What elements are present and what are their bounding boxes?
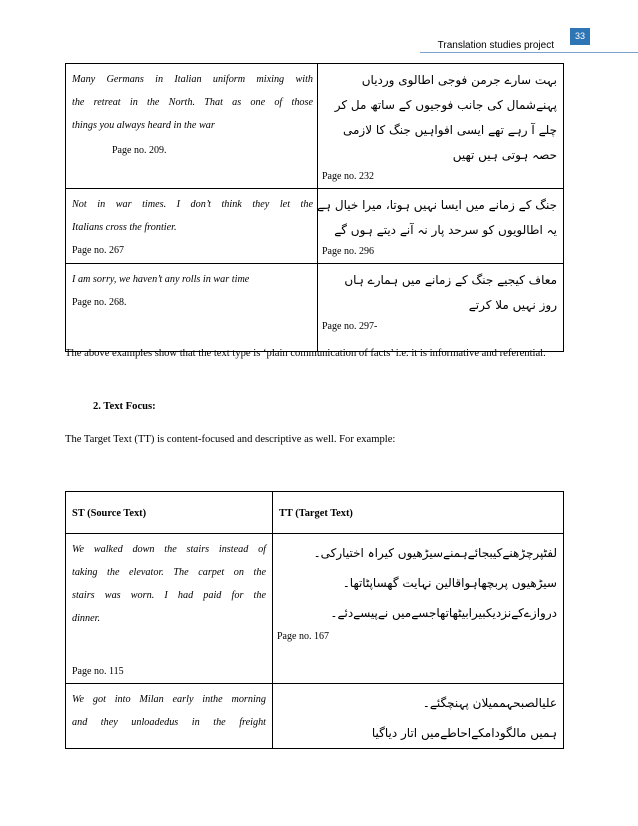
table-row: [66, 264, 564, 352]
english-page-ref: Page no. 268.: [72, 297, 127, 308]
english-line: I am sorry, we haven’t any rolls in war time: [72, 274, 250, 285]
english-line: Italians cross the frontier.: [72, 222, 177, 233]
urdu-page-ref: Page no. 296: [322, 246, 374, 257]
english-line: taking the elevator. The carpet on the: [72, 567, 266, 578]
urdu-line: یہ اطالویوں کو سرحد پار نہ آنے دیتے ہوں گے: [334, 223, 557, 237]
urdu-line: جنگ کے زمانے میں ایسا نہیں ہوتا، میرا خیال ہے: [316, 198, 557, 212]
urdu-cell: [318, 264, 564, 352]
section-heading-text-focus: 2. Text Focus:: [93, 401, 156, 412]
urdu-page-ref: Page no. 232: [322, 171, 374, 182]
english-cell: [66, 534, 273, 684]
urdu-line: علیالصبحہممیلان پہنچگئے۔: [422, 696, 557, 710]
english-line: Not in war times. I don’t think they let the: [72, 199, 313, 210]
urdu-line: حصہ ہوتی ہیں تھیں: [452, 148, 557, 162]
urdu-line: ہمیں مالگودامکےاحاطےمیں اتار دیاگیا: [371, 726, 557, 740]
urdu-page-ref: Page no. 167: [277, 631, 329, 642]
paragraph-target-text: The Target Text (TT) is content-focused and descriptive as well. For example:: [65, 434, 396, 445]
table-row: [66, 534, 564, 684]
urdu-line: سیڑھیوں پربچھاہواقالین نہایت گھساپٹاتھا۔: [342, 576, 557, 590]
page-number-badge: 33: [570, 28, 590, 45]
urdu-line: پہنےشمال کی جانب فوجیوں کے ساتھ مل کر: [334, 98, 557, 112]
english-line: We walked down the stairs instead of: [72, 544, 266, 555]
english-line: and they unloadedus in the freight: [72, 717, 266, 728]
column-header-st: ST (Source Text): [66, 492, 273, 534]
english-cell: [66, 684, 273, 749]
examples-table-1: [65, 63, 564, 352]
urdu-line: بہت سارے جرمن فوجی اطالوی وردیاں: [361, 73, 557, 87]
table-row: [66, 189, 564, 264]
english-page-ref: Page no. 267: [72, 245, 124, 256]
urdu-line: دروازےکےنزدیکبیرابیٹھاتھاجسےمیں نےپیسےدئے۔: [330, 606, 557, 620]
table-row: [66, 684, 564, 749]
paragraph-text-type: The above examples show that the text type is ‘plain communication of facts’ i.e. it is informative and referential.: [65, 348, 546, 359]
english-line: things you always heard in the war: [72, 120, 215, 131]
urdu-cell: [273, 534, 564, 684]
english-page-ref: Page no. 115: [72, 666, 124, 677]
english-line: We got into Milan early inthe morning: [72, 694, 266, 705]
english-cell: [66, 189, 318, 264]
examples-table-2: [65, 491, 564, 749]
header-rule: [420, 52, 638, 53]
urdu-line: چلے آ رہے تھے ایسی افواہیں جنگ کا لازمی: [342, 123, 557, 137]
running-header-title: Translation studies project: [437, 40, 554, 51]
english-line: dinner.: [72, 613, 101, 624]
urdu-cell: [273, 684, 564, 749]
english-cell: [66, 64, 318, 189]
urdu-cell: [318, 189, 564, 264]
table-header-row: [66, 492, 564, 534]
urdu-line: روز نہیں ملا کرتے: [468, 298, 557, 312]
english-line: the retreat in the North. That as one of those: [72, 97, 313, 108]
urdu-cell: [318, 64, 564, 189]
english-line: Many Germans in Italian uniform mixing with: [72, 74, 313, 85]
column-header-tt: TT (Target Text): [273, 492, 564, 534]
urdu-page-ref: Page no. 297-: [322, 321, 378, 332]
english-line: stairs was worn. I had paid for the: [72, 590, 266, 601]
table-row: [66, 64, 564, 189]
urdu-line: معاف کیجیے جنگ کے زمانے میں ہمارے ہاں: [344, 273, 557, 287]
english-page-ref: Page no. 209.: [112, 145, 167, 156]
english-cell: [66, 264, 318, 352]
urdu-line: لفٹپرچڑھنےکیبجائےہمنےسیڑھیوں کیراہ اختیارکی۔: [313, 546, 557, 560]
